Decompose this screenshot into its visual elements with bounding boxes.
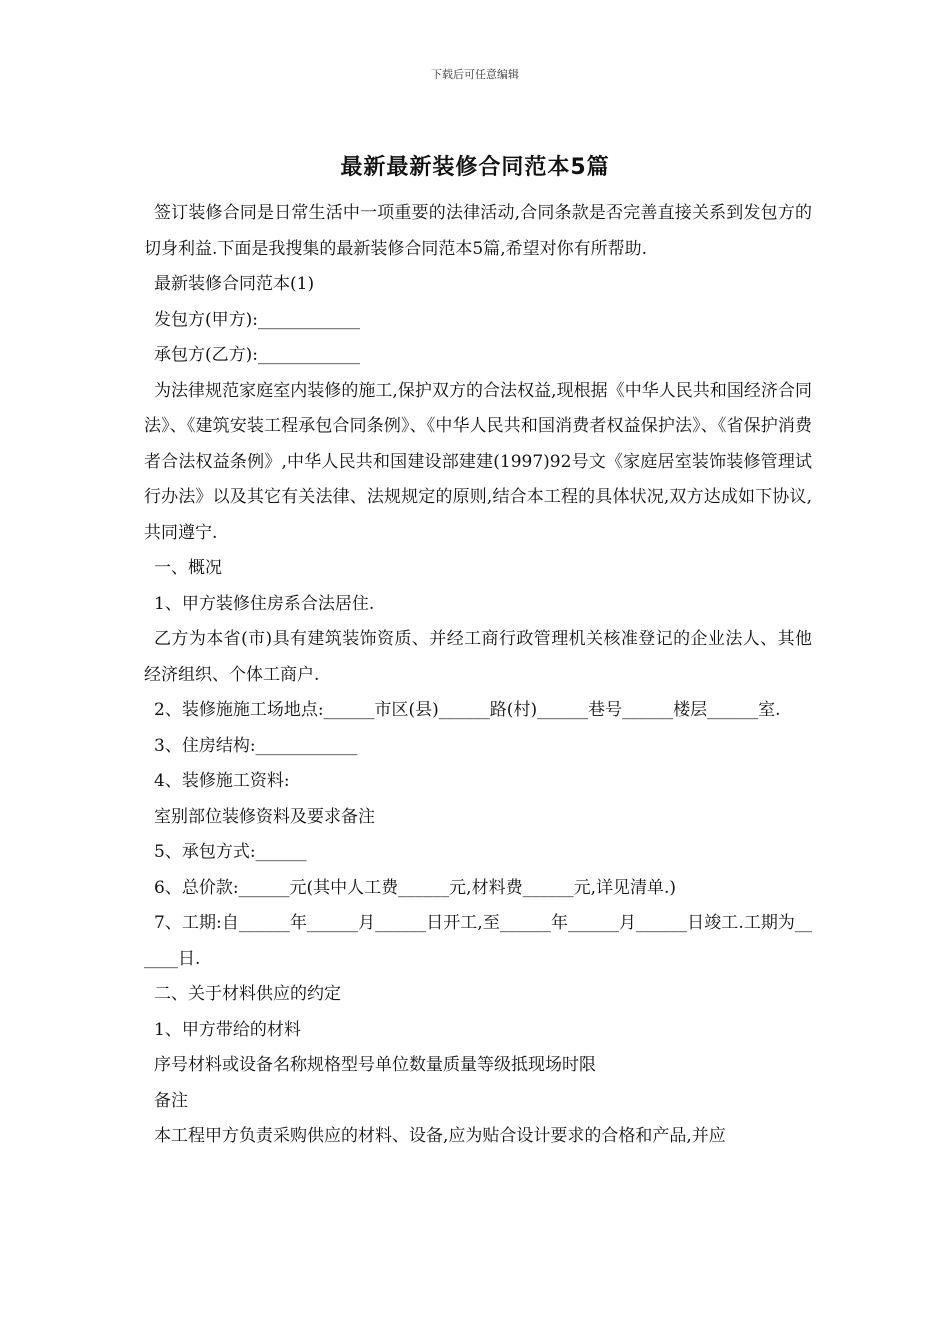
clause-3-structure: 3、住房结构:____________: [154, 735, 358, 756]
party-b-line: 承包方(乙方):____________: [154, 345, 360, 365]
supply-table-header: 序号材料或设备名称规格型号单位数量质量等级抵现场时限: [154, 1055, 596, 1075]
materials-table-header: 室别部位装修资料及要求备注: [154, 806, 375, 827]
section-heading-sample-1: 最新装修合同范本(1): [154, 274, 315, 294]
legal-basis-paragraph: 为法律规范家庭室内装修的施工,保护双方的合法权益,现根据《中华人民共和国经济合同法》、《建筑安装工程承包合同条例》、《中华人民共和国消费者权益保护法》、《省保护消费者合法权益条例》,中华人民共和国建设部建建(1997)92号文《家庭居室装饰装修管理试行办法》以及其它有关法律、法规规定的原则,结合本工程的具体状况,双方达成如下协议,共同遵宁.: [144, 380, 812, 543]
clause-5-contract-mode: 5、承包方式:______: [154, 842, 307, 862]
intro-paragraph: 签订装修合同是日常生活中一项重要的法律活动,合同条款是否完善直接关系到发包方的切身利益.下面是我搜集的最新装修合同范本5篇,希望对你有所帮助.: [144, 203, 812, 259]
clause-7-schedule: 7、工期:自______年______月______日开工,至______年______月______日竣工.工期为______日.: [144, 913, 812, 969]
clause-6-total-price: 6、总价款:______元(其中人工费______元,材料费______元,详见清单.): [154, 877, 677, 898]
document-body: [144, 196, 812, 1155]
contractor-qualification-paragraph: 乙方为本省(市)具有建筑装饰资质、并经工商行政管理机关核准登记的企业法人、其他经济组织、个体工商户.: [144, 629, 812, 685]
remarks-label: 备注: [154, 1090, 188, 1111]
clause-2-location: 2、装修施施工场地点:______市区(县)______路(村)______巷号______楼层______室.: [154, 700, 781, 720]
header-note: 下载后可任意编辑: [431, 68, 519, 81]
party-a-line: 发包方(甲方):____________: [154, 309, 360, 330]
section-heading-overview: 一、概况: [154, 558, 222, 578]
document-title: 最新最新装修合同范本5篇: [340, 155, 610, 180]
section-heading-materials-supply: 二、关于材料供应的约定: [154, 984, 341, 1004]
clause-4-materials: 4、装修施工资料:: [154, 771, 290, 791]
clause-1: 1、甲方装修住房系合法居住.: [154, 593, 375, 614]
clause-party-a-materials: 1、甲方带给的材料: [154, 1019, 301, 1040]
supply-responsibility-paragraph: 本工程甲方负责采购供应的材料、设备,应为贴合设计要求的合格和产品,并应: [154, 1126, 726, 1146]
